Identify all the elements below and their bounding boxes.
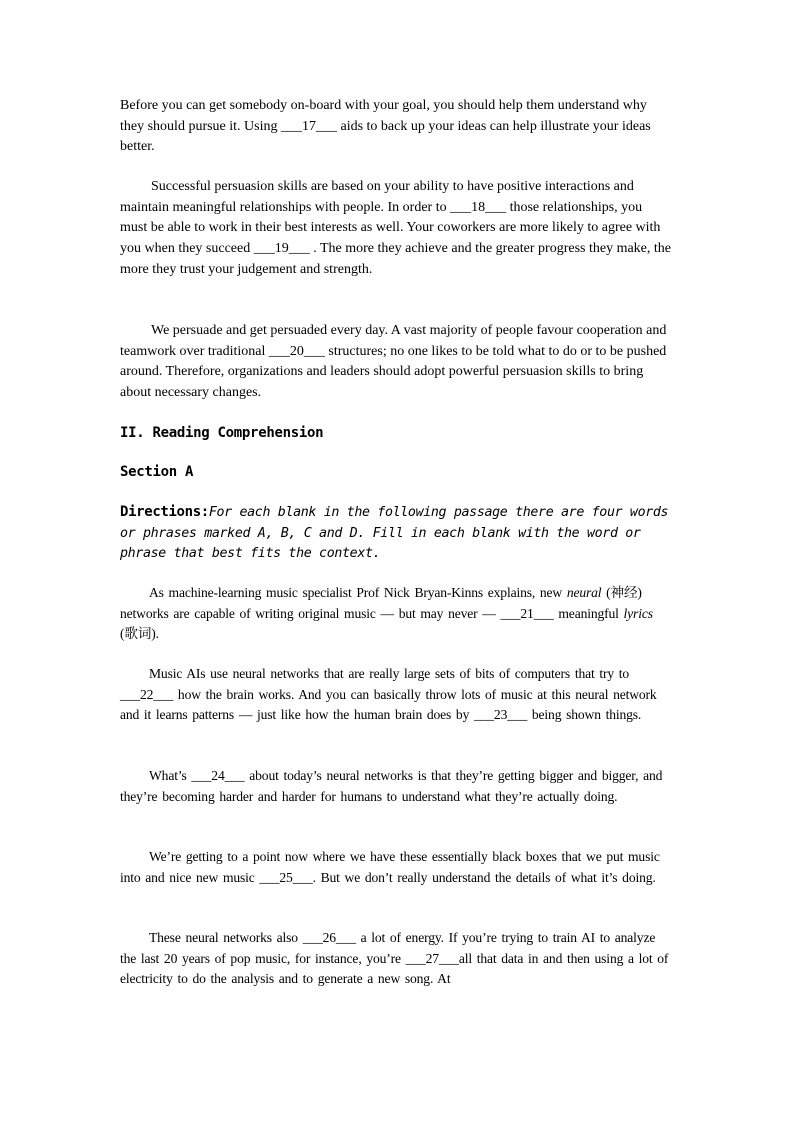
paragraph-18-19: Successful persuasion skills are based on your ability to have positive interactions and maintain meaningful relationships with people. In order to ___18___ those relationships, you must be able to work in their best interests as well. Your coworkers are more likely to agree with you when they succeed ___19___ . The more they achieve and the greater progress they make, the more they trust your judgement and strength. [120, 179, 671, 277]
section-heading: II. Reading Comprehension [120, 425, 324, 441]
passage-text: (歌词). [120, 626, 159, 642]
term-neural: neural [566, 585, 602, 600]
directions-label: Directions: [120, 504, 209, 520]
term-lyrics: lyrics [623, 605, 653, 621]
paragraph-20: We persuade and get persuaded every day. A vast majority of people favour cooperation and teamwork over traditional ___20___ structures; no one likes to be told what to do or to be pushed around. Therefore, organizations and leaders should adopt powerful persuasion skills to bring about necessary changes. [120, 323, 667, 401]
passage-paragraph-21 [120, 583, 675, 645]
passage-paragraph-26-27: These neural networks also ___26___ a lot of energy. If you’re trying to train AI to analyze the last 20 years of pop music, for instance, you’re ___27___all that data in and then using a lot of electricity to do the analysis and to generate a new song. At [120, 930, 669, 987]
paragraph-17: Before you can get somebody on-board with your goal, you should help them understand why they should pursue it. Using ___17___ aids to back up your ideas can help illustrate your ideas better. [120, 98, 651, 155]
subsection-heading: Section A [120, 464, 194, 480]
passage-paragraph-24: What’s ___24___ about today’s neural networks is that they’re getting bigger and bigger, and they’re becoming harder and harder for humans to understand what they’re actually doing. [120, 768, 663, 804]
passage-text: As machine-learning music specialist Prof Nick Bryan-Kinns explains, new [149, 585, 567, 600]
passage-paragraph-25: We’re getting to a point now where we have these essentially black boxes that we put music into and nice new music ___25___. But we don’t really understand the details of what it’s doing. [120, 849, 660, 885]
directions-text: For each blank in the following passage there are four words or phrases marked A, B, C and D. Fill in each blank with the word or phrase that best fits the context. [120, 505, 669, 562]
passage-paragraph-22-23: Music AIs use neural networks that are really large sets of bits of computers that try to ___22___ how the brain works. And you can basically throw lots of music at this neural network and it learns patterns — just like how the human brain does by ___23___ being shown things. [120, 666, 657, 723]
directions [120, 502, 680, 565]
passage-text: (神经) networks are capable of writing original music — but may never — ___21___ meaningful [120, 585, 642, 621]
